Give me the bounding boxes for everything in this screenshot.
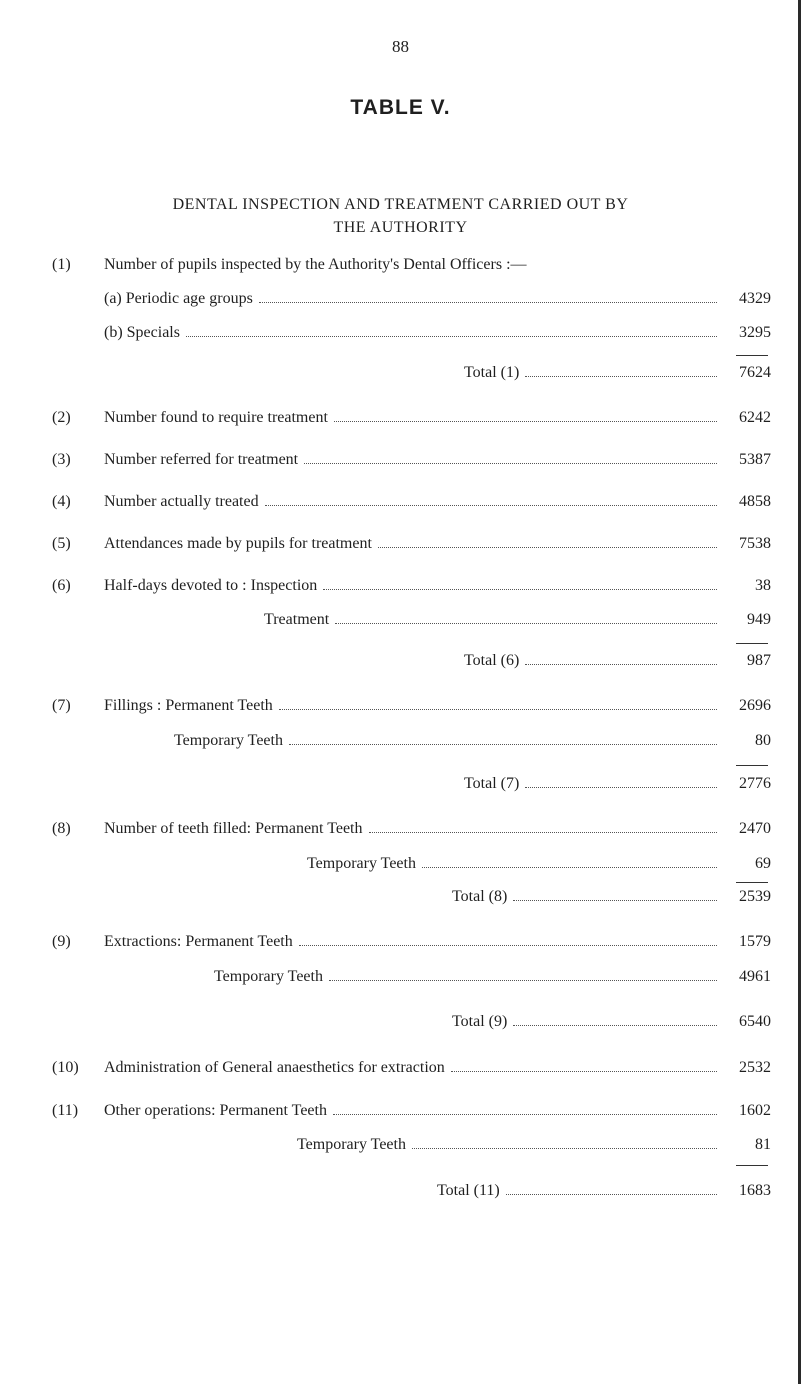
table-row-2 <box>0 409 801 431</box>
row-label: (b) Specials <box>104 324 180 341</box>
subtitle-line-1: DENTAL INSPECTION AND TREATMENT CARRIED OUT BY <box>172 196 629 213</box>
table-row-1-heading <box>0 256 801 278</box>
row-label: Temporary Teeth <box>307 855 416 872</box>
row-number: (11) <box>52 1102 79 1119</box>
row-label: Fillings : Permanent Teeth <box>104 697 273 714</box>
table-row-3 <box>0 451 801 473</box>
row-value: 80 <box>755 732 771 749</box>
row-label: Temporary Teeth <box>214 968 323 985</box>
row-number: (4) <box>52 493 71 510</box>
table-row-7-temporary <box>0 732 801 754</box>
table-row-8-temporary <box>0 855 801 877</box>
row-label: Total (1) <box>464 364 520 381</box>
row-value: 6540 <box>739 1013 771 1030</box>
table-row-9-temporary <box>0 968 801 990</box>
row-value: 4858 <box>739 493 771 510</box>
leader-dots <box>525 787 717 788</box>
row-label: Number actually treated <box>104 493 259 510</box>
row-label: Treatment <box>264 611 330 628</box>
table-row-7-permanent <box>0 697 801 719</box>
table-row-total-11 <box>0 1182 801 1204</box>
leader-dots <box>299 945 717 946</box>
table-row-total-9 <box>0 1013 801 1035</box>
row-value: 2470 <box>739 820 771 837</box>
leader-dots <box>265 505 717 506</box>
row-value: 1602 <box>739 1102 771 1119</box>
row-number: (9) <box>52 933 71 950</box>
subtotal-rule <box>736 1165 768 1166</box>
row-label: Total (6) <box>464 652 520 669</box>
row-value: 4961 <box>739 968 771 985</box>
leader-dots <box>333 1114 717 1115</box>
leader-dots <box>378 547 717 548</box>
leader-dots <box>513 900 717 901</box>
row-value: 2532 <box>739 1059 771 1076</box>
leader-dots <box>525 376 717 377</box>
row-value: 2539 <box>739 888 771 905</box>
leader-dots <box>279 709 717 710</box>
row-label: Half-days devoted to : Inspection <box>104 577 318 594</box>
row-label: Number referred for treatment <box>104 451 299 468</box>
row-label: Total (7) <box>464 775 520 792</box>
table-row-10 <box>0 1059 801 1081</box>
row-label: Number of pupils inspected by the Authority's Dental Officers :— <box>104 256 527 273</box>
table-row-total-7 <box>0 775 801 797</box>
leader-dots <box>186 336 717 337</box>
subtotal-rule <box>736 643 768 644</box>
table-row-4 <box>0 493 801 515</box>
row-label: Number of teeth filled: Permanent Teeth <box>104 820 363 837</box>
row-value: 2776 <box>739 775 771 792</box>
leader-dots <box>422 867 717 868</box>
row-value: 69 <box>755 855 771 872</box>
row-number: (1) <box>52 256 71 273</box>
leader-dots <box>329 980 717 981</box>
row-number: (2) <box>52 409 71 426</box>
row-value: 2696 <box>739 697 771 714</box>
table-row-6-inspection <box>0 577 801 599</box>
row-label: Temporary Teeth <box>174 732 283 749</box>
subtotal-rule <box>736 882 768 883</box>
row-number: (10) <box>52 1059 79 1076</box>
leader-dots <box>369 832 718 833</box>
row-label: Attendances made by pupils for treatment <box>104 535 372 552</box>
row-label: Temporary Teeth <box>297 1136 406 1153</box>
table-title: TABLE V. <box>350 96 451 119</box>
row-value: 6242 <box>739 409 771 426</box>
row-value: 81 <box>755 1136 771 1153</box>
leader-dots <box>513 1025 717 1026</box>
leader-dots <box>334 421 717 422</box>
row-number: (8) <box>52 820 71 837</box>
table-row-11-permanent <box>0 1102 801 1124</box>
leader-dots <box>323 589 717 590</box>
leader-dots <box>506 1194 717 1195</box>
row-value: 5387 <box>739 451 771 468</box>
row-number: (5) <box>52 535 71 552</box>
row-value: 1579 <box>739 933 771 950</box>
row-label: Total (9) <box>452 1013 508 1030</box>
row-value: 4329 <box>739 290 771 307</box>
row-value: 7538 <box>739 535 771 552</box>
row-value: 987 <box>747 652 771 669</box>
table-row-1a <box>0 290 801 312</box>
table-row-5 <box>0 535 801 557</box>
page-number: 88 <box>392 37 409 56</box>
row-label: (a) Periodic age groups <box>104 290 253 307</box>
leader-dots <box>451 1071 717 1072</box>
row-label: Administration of General anaesthetics for extraction <box>104 1059 445 1076</box>
row-number: (6) <box>52 577 71 594</box>
leader-dots <box>412 1148 717 1149</box>
row-label: Number found to require treatment <box>104 409 328 426</box>
table-row-total-1 <box>0 364 801 386</box>
table-row-total-6 <box>0 652 801 674</box>
leader-dots <box>335 623 717 624</box>
leader-dots <box>259 302 717 303</box>
row-value: 3295 <box>739 324 771 341</box>
leader-dots <box>304 463 717 464</box>
table-row-6-treatment <box>0 611 801 633</box>
row-label: Other operations: Permanent Teeth <box>104 1102 327 1119</box>
row-value: 38 <box>755 577 771 594</box>
subtotal-rule <box>736 765 768 766</box>
table-row-9-permanent <box>0 933 801 955</box>
leader-dots <box>289 744 717 745</box>
row-label: Extractions: Permanent Teeth <box>104 933 293 950</box>
row-value: 1683 <box>739 1182 771 1199</box>
table-subtitle <box>0 193 801 239</box>
subtotal-rule <box>736 355 768 356</box>
table-row-total-8 <box>0 888 801 910</box>
row-number: (7) <box>52 697 71 714</box>
subtitle-line-2: THE AUTHORITY <box>333 219 468 236</box>
row-value: 949 <box>747 611 771 628</box>
table-row-1b <box>0 324 801 346</box>
table-row-11-temporary <box>0 1136 801 1158</box>
table-row-8-permanent <box>0 820 801 842</box>
row-value: 7624 <box>739 364 771 381</box>
row-number: (3) <box>52 451 71 468</box>
leader-dots <box>525 664 717 665</box>
row-label: Total (11) <box>437 1182 500 1199</box>
row-label: Total (8) <box>452 888 508 905</box>
